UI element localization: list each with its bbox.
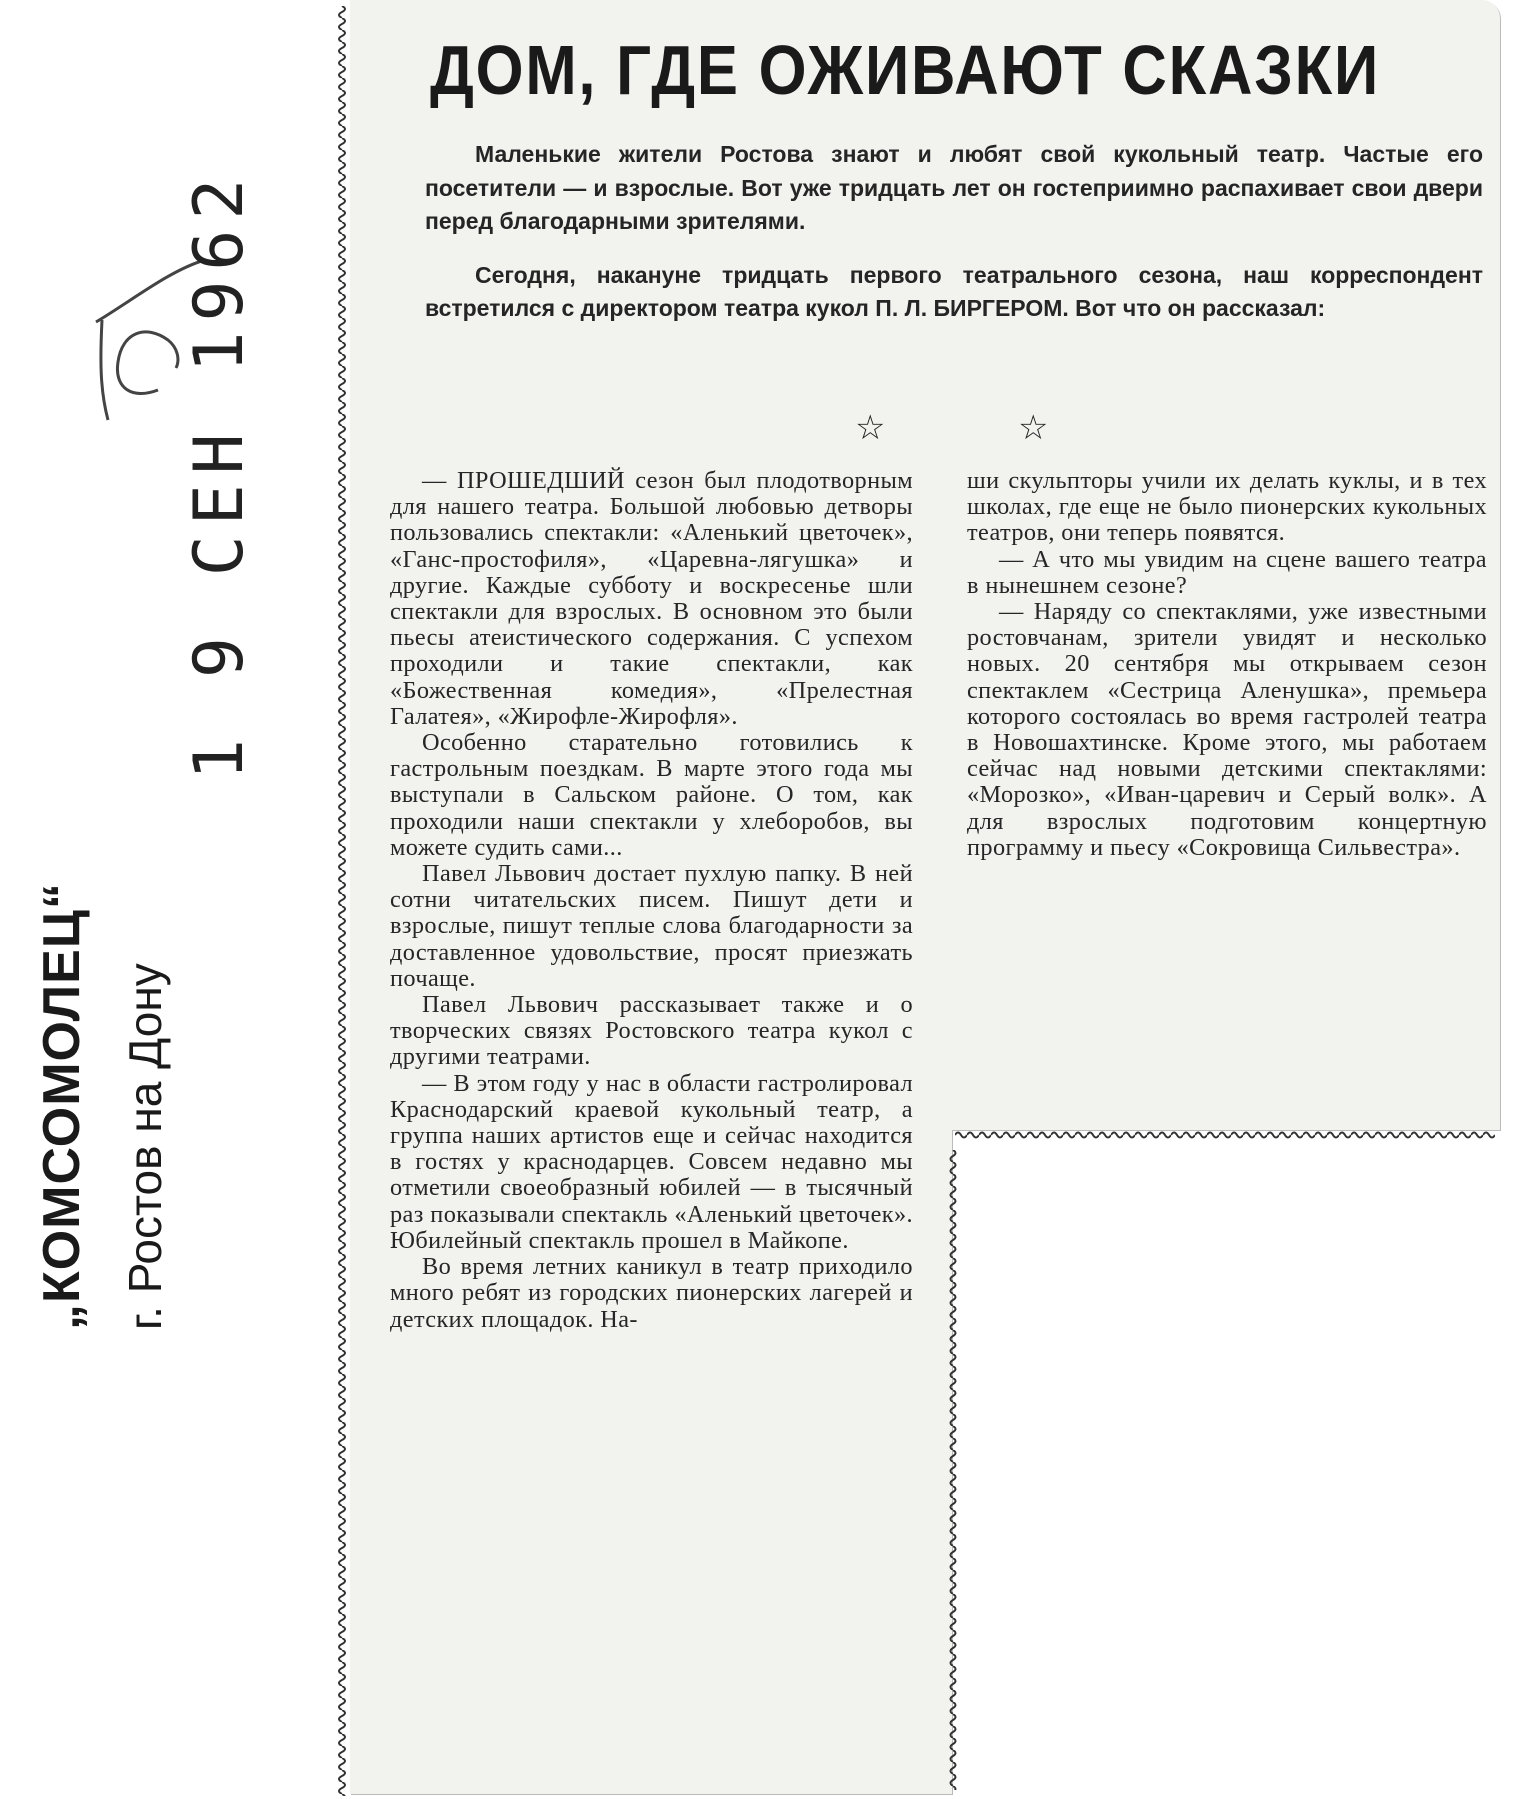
body-paragraph: — В этом году у нас в области гастролировал Краснодарский краевой кукольный театр, а группа наших артистов еще и сейчас находится в гостях у краснодарцев. Совсем недавно мы отметили своеобразный юбилей — в тысячный раз показывали спектакль «Аленький цветочек». Юбилейный спектакль прошел в Майкопе. — [390, 1069, 913, 1254]
date-stamp: 1 9 СЕН 1962 — [180, 168, 259, 780]
lead-paragraph: Маленькие жители Ростова знают и любят свой кукольный театр. Частые его посетители — и взрослые. Вот уже тридцать лет он гостеприимно распахивает свои двери перед благодарными зрителями. — [425, 141, 1483, 234]
wavy-rule-middle — [946, 1150, 960, 1790]
star-separator-icon: ☆ — [1018, 410, 1049, 447]
body-column-left — [390, 468, 913, 1333]
wavy-rule-left — [334, 6, 350, 1796]
body-paragraph: Особенно старательно готовились к гастрольным поездкам. В марте этого года мы выступали в Сальском районе. О том, как проходили наши спектакли у хлеборобов, вы можете судить сами... — [390, 729, 913, 861]
body-paragraph: Во время летних каникул в театр приходило много ребят из городских пионерских лагерей и детских площадок. На- — [390, 1253, 913, 1333]
city-stamp: г. Ростов на Дону — [119, 963, 171, 1330]
body-paragraph: ши скульпторы учили их делать куклы, и в тех школах, где еще не было пионерских кукольных театров, они теперь появятся. — [967, 467, 1487, 547]
article-title: ДОМ, ГДЕ ОЖИВАЮТ СКАЗКИ — [430, 31, 1381, 109]
newspaper-name-stamp: „КОМСОМОЛЕЦ“ — [33, 882, 91, 1330]
body-paragraph: — ПРОШЕДШИЙ сезон был плодотворным для нашего театра. Большой любовью детворы пользовались спектакли: «Аленький цветочек», «Ганс-простофиля», «Царевна-лягушка» и другие. Каждые субботу и воскресенье шли спектакли для взрослых. В основном это были пьесы атеистического содержания. С успехом проходили и такие спектакли, как «Божественная комедия», «Прелестная Галатея», «Жирофле-Жирофля». — [390, 467, 913, 730]
lead-paragraph: Сегодня, накануне тридцать первого театрального сезона, наш корреспондент встретился с директором театра кукол П. Л. БИРГЕРОМ. Вот что он рассказал: — [425, 261, 1483, 321]
body-column-right — [967, 468, 1487, 861]
body-paragraph: Павел Львович достает пухлую папку. В ней сотни читательских писем. Пишут дети и взрослые, пишут теплые слова благодарности за доставленное удовольствие, просят приезжать почаще. — [390, 860, 913, 992]
article-lead — [425, 138, 1483, 326]
body-paragraph: Павел Львович рассказывает также и о творческих связях Ростовского театра кукол с другими театрами. — [390, 991, 913, 1071]
body-paragraph: — Наряду со спектаклями, уже известными ростовчанам, зрители увидят и несколько новых. 20 сентября мы открываем сезон спектаклем «Сестрица Аленушка», премьера которого состоялась во время гастролей театра в Новошахтинске. Кроме этого, мы работаем сейчас над новыми детскими спектаклями: «Морозко», «Иван-царевич и Серый волк». А для взрослых подготовим концертную программу и пьесу «Сокровища Сильвестра». — [967, 598, 1487, 861]
wavy-rule-horizontal — [955, 1128, 1495, 1142]
star-separator-icon: ☆ — [855, 410, 886, 447]
body-paragraph: — А что мы увидим на сцене вашего театра в нынешнем сезоне? — [967, 545, 1487, 599]
